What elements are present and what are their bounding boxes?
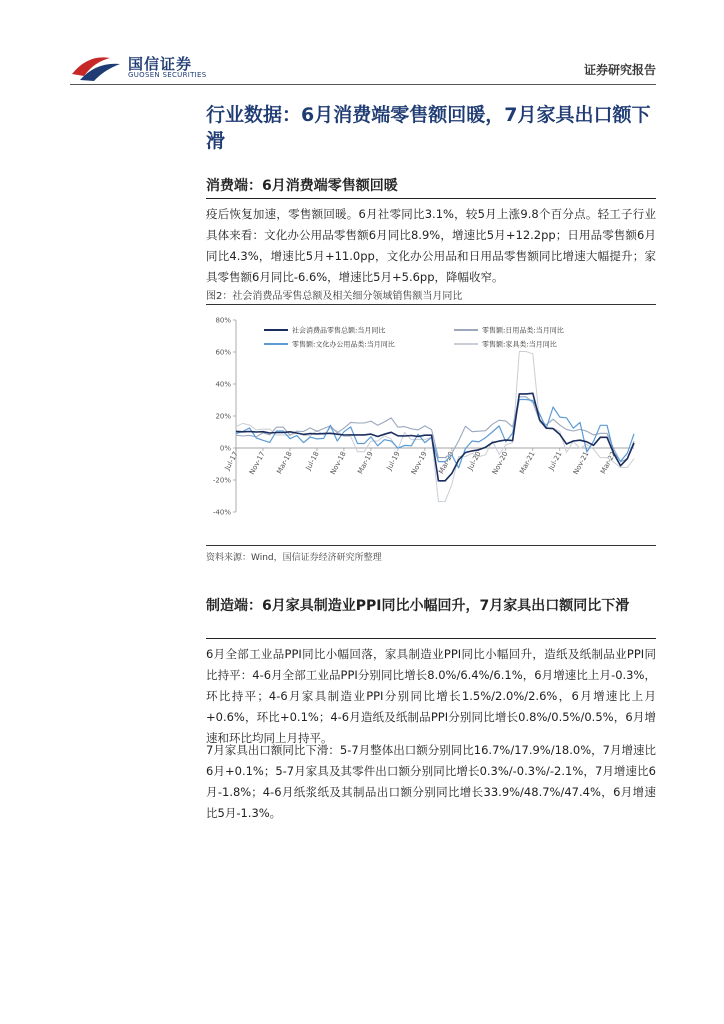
legend-label: 零售额:日用品类:当月同比 [482, 326, 564, 335]
y-tick-label: 20% [215, 412, 231, 421]
report-type-label: 证券研究报告 [583, 63, 656, 77]
x-tick-label: Jul-18 [304, 450, 321, 472]
x-tick-label: Nov-18 [328, 450, 348, 476]
y-tick-label: -40% [212, 508, 231, 517]
section-heading-manufacturing: 制造端：6月家具制造业PPI同比小幅回升，7月家具出口额同比下滑 [206, 598, 630, 614]
section-heading-rule-2 [206, 638, 656, 639]
x-tick-label: Mar-18 [275, 450, 294, 476]
y-tick-label: 0% [219, 444, 231, 453]
x-tick-label: Jul-17 [223, 450, 240, 472]
figure-bottom-rule [206, 545, 656, 546]
section-paragraph-ppi: 6月全部工业品PPI同比小幅回落，家具制造业PPI同比小幅回升，造纸及纸制品业PPI同比持平：4-6月全部工业品PPI分别同比增长8.0%/6.4%/6.1%，6月增速比上月-0.3%，环比持平；4-6月家具制造业PPI分别同比增长1.5%/2.0%/2.6%，6月增速比上月+0.6%，环比+0.1%；4-6月造纸及纸制品PPI分别同比增长0.8%/0.5%/0.5%，6月增速和环比均同上月持平。 [206, 647, 656, 745]
y-tick-label: 80% [215, 316, 231, 325]
y-tick-label: 40% [215, 380, 231, 389]
x-tick-label: Mar-20 [437, 450, 456, 476]
section-paragraph-export: 7月家具出口额同比下滑：5-7月整体出口额分别同比16.7%/17.9%/18.0%，7月增速比6月+0.1%；5-7月家具及其零件出口额分别同比增长0.3%/-0.3%/-2.1%，7月增速比6月-1.8%；4-6月纸浆纸及其制品出口额分别同比增长33.9%/48.7%/47.4%，6月增速比5月-1.3%。 [206, 743, 656, 820]
report-header [70, 48, 656, 84]
x-tick-label: Mar-22 [599, 450, 618, 476]
legend-label: 零售额:家具类:当月同比 [482, 340, 557, 349]
x-tick-label: Jul-20 [466, 450, 483, 472]
header-divider [70, 84, 656, 85]
x-tick-label: Nov-19 [409, 450, 429, 476]
section-paragraph-consumer: 疫后恢复加速，零售额回暖。6月社零同比3.1%，较5月上涨9.8个百分点。轻工子行业具体来看：文化办公用品零售额6月同比8.9%，增速比5月+12.2pp；日用品零售额6月同比4.3%，增速比5月+11.0pp，文化办公用品和日用品零售额同比增速大幅提升；家具零售额6月同比-6.6%，增速比5月+5.6pp，降幅收窄。 [206, 207, 656, 284]
series-line-2 [236, 397, 634, 462]
x-tick-label: Jul-21 [547, 450, 564, 472]
brand-name-cn: 国信证券 [128, 55, 193, 73]
page-title: 行业数据：6月消费端零售额回暖，7月家具出口额下滑 [206, 104, 651, 152]
x-tick-label: Mar-19 [356, 450, 375, 476]
figure-caption: 图2：社会消费品零售总额及相关细分领域销售额当月同比 [206, 291, 463, 302]
y-tick-label: -20% [212, 476, 231, 485]
legend-label: 零售额:文化办公用品类:当月同比 [292, 340, 395, 349]
legend-label: 社会消费品零售总额:当月同比 [292, 326, 386, 335]
brand-name-en: GUOSEN SECURITIES [128, 71, 207, 79]
figure-top-rule [206, 304, 656, 305]
figure-source: 资料来源：Wind，国信证券经济研究所整理 [206, 553, 382, 563]
retail-yoy-line-chart [206, 308, 656, 540]
x-tick-label: Nov-20 [490, 450, 510, 476]
section-heading-rule [206, 198, 656, 199]
section-heading-consumer: 消费端：6月消费端零售额回暖 [206, 178, 398, 194]
x-tick-label: Jul-19 [385, 450, 402, 472]
guosen-logo-icon [70, 52, 122, 82]
x-tick-label: Mar-21 [518, 450, 537, 476]
x-tick-label: Nov-21 [571, 450, 591, 476]
x-tick-label: Nov-17 [247, 450, 267, 476]
y-tick-label: 60% [215, 348, 231, 357]
